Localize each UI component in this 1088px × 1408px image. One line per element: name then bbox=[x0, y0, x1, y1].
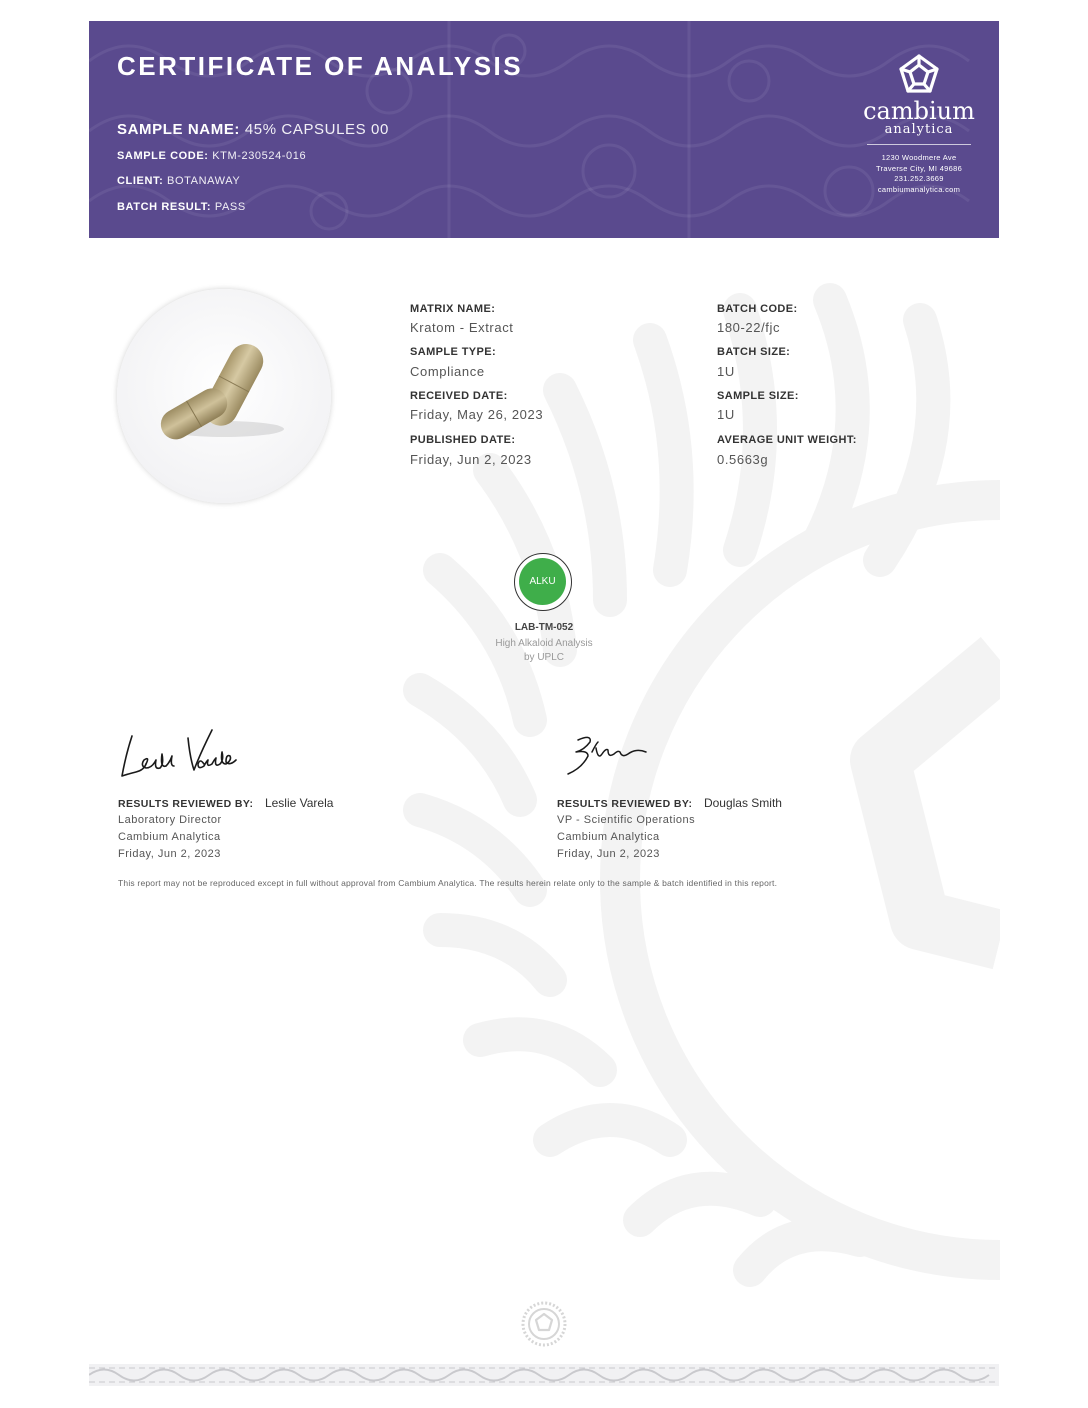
capsules-image bbox=[117, 289, 331, 503]
sample-code-value: KTM-230524-016 bbox=[212, 150, 307, 162]
matrix-name-label: MATRIX NAME: bbox=[410, 303, 496, 315]
batch-code-label: BATCH CODE: bbox=[717, 303, 798, 315]
reviewer-1-date: Friday, Jun 2, 2023 bbox=[118, 848, 221, 860]
reviewer-2 bbox=[557, 796, 957, 866]
footer-pattern bbox=[89, 1364, 999, 1386]
test-badge[interactable] bbox=[514, 553, 572, 611]
reviewer-1-name: Leslie Varela bbox=[264, 796, 334, 810]
test-method-code: LAB-TM-052 bbox=[514, 622, 574, 633]
batch-size-label: BATCH SIZE: bbox=[717, 346, 791, 358]
batch-code-value: 180-22/fjc bbox=[717, 320, 781, 335]
batch-size-value: 1U bbox=[717, 364, 735, 379]
sample-size-value: 1U bbox=[717, 407, 735, 422]
reviewer-1-company: Cambium Analytica bbox=[118, 831, 221, 843]
sample-code bbox=[117, 150, 306, 162]
address-line-2: Traverse City, MI 49686 bbox=[875, 163, 963, 173]
sample-photo bbox=[117, 289, 331, 503]
reviewer-2-company: Cambium Analytica bbox=[557, 831, 660, 843]
avg-unit-weight-label: AVERAGE UNIT WEIGHT: bbox=[717, 434, 857, 446]
phone-number: 231.252.3669 bbox=[894, 174, 944, 183]
reviewer-2-name: Douglas Smith bbox=[703, 796, 782, 810]
address-line-1: 1230 Woodmere Ave bbox=[881, 153, 957, 162]
header-banner bbox=[89, 21, 999, 238]
reviewer-2-label: RESULTS REVIEWED BY: bbox=[557, 798, 693, 810]
disclaimer: This report may not be reproduced except in full without approval from Cambium Analytica. The results herein relate only to the sample & batch identified in this report. bbox=[118, 878, 778, 888]
signature-leslie-varela bbox=[116, 724, 241, 784]
sample-name-value: 45% CAPSULES 00 bbox=[244, 121, 389, 138]
client-label: CLIENT: bbox=[117, 175, 164, 187]
batch-result bbox=[117, 201, 246, 213]
sample-size-label: SAMPLE SIZE: bbox=[717, 390, 799, 402]
document-title: CERTIFICATE OF ANALYSIS bbox=[117, 51, 524, 81]
logo-subtitle: analytica bbox=[884, 122, 954, 137]
received-date-value: Friday, May 26, 2023 bbox=[410, 407, 544, 422]
footer-pattern-art bbox=[89, 1364, 999, 1386]
test-description-line-1: High Alkaloid Analysis bbox=[495, 638, 593, 649]
website: cambiumanalytica.com bbox=[877, 184, 961, 194]
logo-divider bbox=[867, 144, 971, 145]
sample-code-label: SAMPLE CODE: bbox=[117, 150, 209, 162]
logo-wordmark: cambium bbox=[863, 97, 975, 125]
logo-pentagon-icon bbox=[894, 51, 944, 99]
reviewer-1-label: RESULTS REVIEWED BY: bbox=[118, 798, 254, 810]
sample-name-label: SAMPLE NAME: bbox=[117, 121, 241, 138]
reviewer-1-title: Laboratory Director bbox=[118, 814, 222, 826]
sample-type-value: Compliance bbox=[410, 364, 485, 379]
test-badge-label: ALKU bbox=[519, 558, 566, 605]
signature-douglas-smith bbox=[568, 737, 646, 774]
batch-result-label: BATCH RESULT: bbox=[117, 201, 212, 213]
reviewer-1 bbox=[118, 796, 518, 866]
company-logo bbox=[849, 51, 989, 195]
client-value: BOTANAWAY bbox=[167, 175, 241, 187]
sample-type-label: SAMPLE TYPE: bbox=[410, 346, 497, 358]
test-description-line-2: by UPLC bbox=[523, 652, 564, 663]
reviewer-2-title: VP - Scientific Operations bbox=[557, 814, 696, 826]
sample-name bbox=[117, 121, 389, 138]
batch-result-value: PASS bbox=[214, 201, 246, 213]
matrix-name-value: Kratom - Extract bbox=[410, 320, 514, 335]
test-description bbox=[444, 637, 644, 665]
company-address bbox=[849, 153, 989, 195]
reviewer-2-date: Friday, Jun 2, 2023 bbox=[557, 848, 660, 860]
published-date-value: Friday, Jun 2, 2023 bbox=[410, 452, 532, 467]
client bbox=[117, 175, 240, 187]
seal-icon bbox=[520, 1300, 568, 1348]
avg-unit-weight-value: 0.5663g bbox=[717, 452, 769, 467]
published-date-label: PUBLISHED DATE: bbox=[410, 434, 516, 446]
received-date-label: RECEIVED DATE: bbox=[410, 390, 508, 402]
